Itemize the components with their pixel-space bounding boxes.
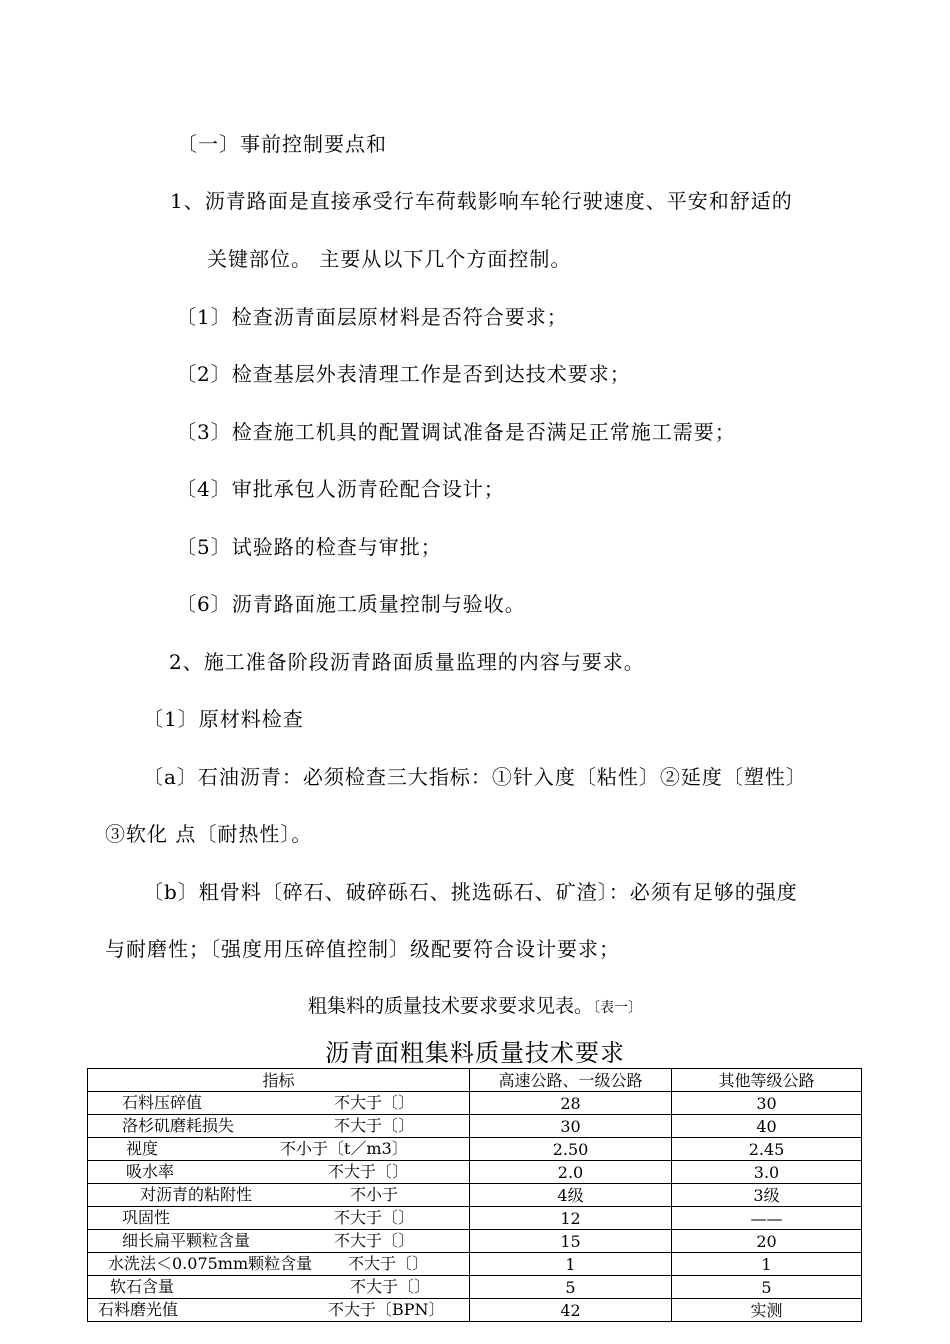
caption-text: 粗集料的质量技术要求要求见表。 [307, 995, 593, 1017]
indicator-name: 视度 [126, 1139, 159, 1158]
table-header-row [88, 1069, 862, 1092]
list-item: 〔2〕检查基层外表清理工作是否到达技术要求； [176, 362, 631, 386]
paragraph: 〔a〕石油沥青：必须检查三大指标：①针入度〔粘性〕②延度〔塑性〕 [143, 765, 807, 789]
list-item: 〔1〕检查沥青面层原材料是否符合要求； [176, 305, 568, 329]
highway-value: 5 [470, 1276, 672, 1299]
list-item: 〔5〕试验路的检查与审批； [176, 535, 442, 559]
table-row [88, 1138, 862, 1161]
indicator-cell [88, 1138, 470, 1161]
highway-value: 28 [470, 1092, 672, 1115]
indicator-cell [88, 1276, 470, 1299]
indicator-limit: 不大于〔〕 [334, 1093, 415, 1112]
caption-table-ref: 〔表一〕 [593, 1000, 642, 1016]
table-row [88, 1276, 862, 1299]
table-row [88, 1207, 862, 1230]
other-value: 30 [672, 1092, 862, 1115]
other-value: —— [672, 1207, 862, 1230]
header-other-road: 其他等级公路 [672, 1069, 862, 1092]
highway-value: 4级 [470, 1184, 672, 1207]
other-value: 20 [672, 1230, 862, 1253]
table-row [88, 1299, 862, 1322]
indicator-limit: 不小于 [350, 1185, 399, 1204]
paragraph-continuation: ③软化 点〔耐热性〕。 [105, 822, 313, 846]
quality-spec-table [87, 1068, 862, 1322]
other-value: 2.45 [672, 1138, 862, 1161]
highway-value: 42 [470, 1299, 672, 1322]
indicator-limit: 不大于〔〕 [348, 1254, 429, 1273]
indicator-name: 吸水率 [126, 1162, 175, 1181]
indicator-cell [88, 1092, 470, 1115]
paragraph: 2、施工准备阶段沥青路面质量监理的内容与要求。 [169, 650, 645, 674]
other-value: 实测 [672, 1299, 862, 1322]
indicator-limit: 不小于〔t／m3〕 [280, 1139, 408, 1158]
highway-value: 15 [470, 1230, 672, 1253]
indicator-limit: 不大于〔BPN〕 [328, 1300, 445, 1319]
indicator-cell [88, 1161, 470, 1184]
header-indicator: 指标 [88, 1069, 470, 1092]
indicator-limit: 不大于〔〕 [334, 1231, 415, 1250]
indicator-limit: 不大于〔〕 [334, 1116, 415, 1135]
highway-value: 1 [470, 1253, 672, 1276]
table-caption [0, 994, 950, 1020]
highway-value: 2.50 [470, 1138, 672, 1161]
list-item: 〔6〕沥青路面施工质量控制与验收。 [176, 592, 526, 616]
highway-value: 2.0 [470, 1161, 672, 1184]
indicator-cell [88, 1230, 470, 1253]
other-value: 3.0 [672, 1161, 862, 1184]
other-value: 40 [672, 1115, 862, 1138]
indicator-cell [88, 1184, 470, 1207]
other-value: 1 [672, 1253, 862, 1276]
table-row [88, 1115, 862, 1138]
table-row [88, 1184, 862, 1207]
indicator-cell [88, 1207, 470, 1230]
indicator-limit: 不大于〔〕 [350, 1277, 431, 1296]
paragraph-continuation: 关键部位。 主要从以下几个方面控制。 [207, 247, 572, 271]
table-row [88, 1253, 862, 1276]
indicator-name: 洛杉矶磨耗损失 [122, 1116, 235, 1135]
table-row [88, 1230, 862, 1253]
indicator-limit: 不大于〔〕 [328, 1162, 409, 1181]
header-highway: 高速公路、一级公路 [470, 1069, 672, 1092]
indicator-limit: 不大于〔〕 [334, 1208, 415, 1227]
indicator-cell [88, 1253, 470, 1276]
indicator-name: 石料磨光值 [98, 1300, 179, 1319]
subheading: 〔1〕原材料检查 [143, 707, 304, 731]
list-item: 〔3〕检查施工机具的配置调试准备是否满足正常施工需要； [176, 420, 736, 444]
indicator-cell [88, 1115, 470, 1138]
indicator-name: 细长扁平颗粒含量 [122, 1231, 251, 1250]
indicator-name: 对沥青的粘附性 [140, 1185, 253, 1204]
indicator-name: 石料压碎值 [122, 1093, 203, 1112]
indicator-cell [88, 1299, 470, 1322]
table-row [88, 1092, 862, 1115]
paragraph: 1、沥青路面是直接承受行车荷载影响车轮行驶速度、平安和舒适的 [170, 189, 793, 213]
highway-value: 12 [470, 1207, 672, 1230]
section-heading: 〔一〕事前控制要点和 [177, 132, 387, 156]
other-value: 3级 [672, 1184, 862, 1207]
indicator-name: 水洗法＜0.075mm颗粒含量 [108, 1254, 313, 1273]
list-item: 〔4〕审批承包人沥青砼配合设计； [176, 477, 505, 501]
table-row [88, 1161, 862, 1184]
table-title: 沥青面粗集料质量技术要求 [325, 1039, 625, 1067]
paragraph-continuation: 与耐磨性；〔强度用压碎值控制〕级配要符合设计要求； [105, 937, 620, 961]
indicator-name: 巩固性 [122, 1208, 171, 1227]
highway-value: 30 [470, 1115, 672, 1138]
paragraph: 〔b〕粗骨料〔碎石、破碎砾石、挑选砾石、矿渣〕：必须有足够的强度 [143, 880, 798, 904]
other-value: 5 [672, 1276, 862, 1299]
indicator-name: 软石含量 [110, 1277, 175, 1296]
